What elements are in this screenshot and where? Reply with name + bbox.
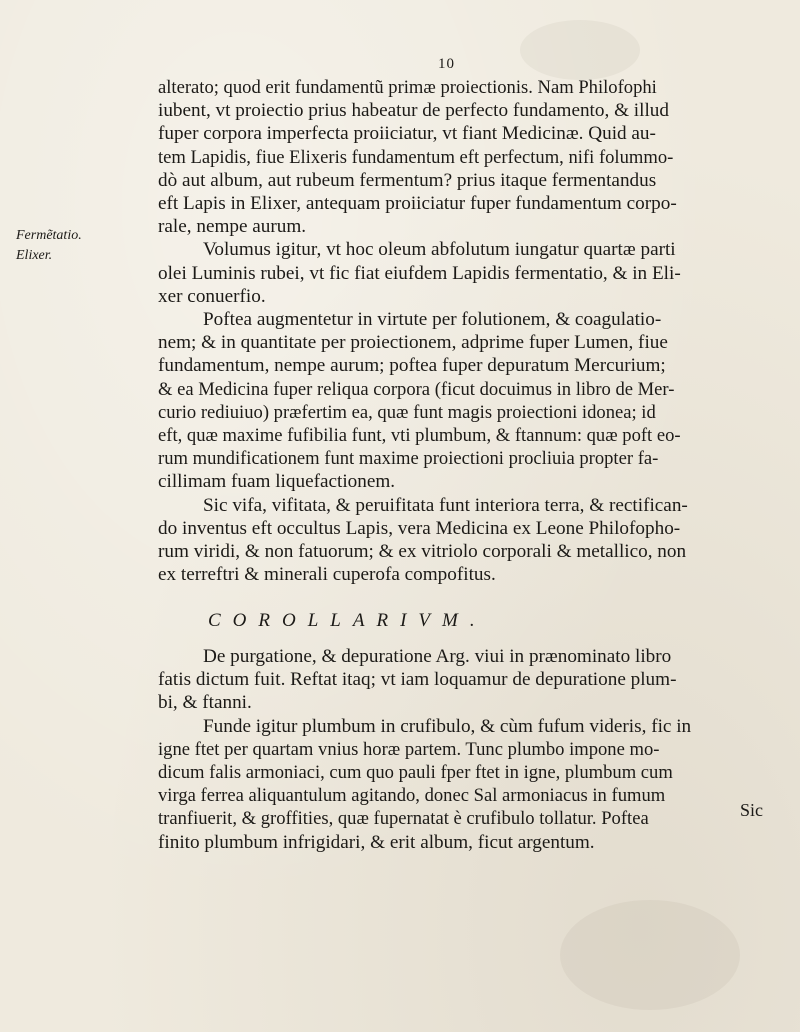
- text-line: fatis dictum fuit. Reftat itaq; vt iam loquamur de depuratione plum-: [158, 669, 677, 691]
- text-line: Poftea augmentetur in virtute per folutionem, & coagulatio-: [203, 309, 662, 331]
- text-line: De purgatione, & depuratione Arg. viui in prænominato libro: [203, 646, 672, 667]
- text-line: finito plumbum infrigidari, & erit album, ficut argentum.: [158, 831, 595, 853]
- text-line: rum mundificationem funt maxime proiectioni procliuia propter fa-: [158, 448, 659, 470]
- body-text-continued: [158, 645, 758, 854]
- text-line: bi, & ftanni.: [158, 692, 252, 714]
- text-line: iubent, vt proiectio prius habeatur de perfecto fundamento, & illud: [158, 100, 669, 122]
- text-line: tranfiuerit, & groffities, quæ fupernatat è crufibulo tollatur. Poftea: [158, 808, 649, 830]
- text-line: rum viridi, & non fatuorum; & ex vitriolo corporali & metallico, non: [158, 541, 687, 563]
- text-line: Volumus igitur, vt hoc oleum abfolutum iungatur quartæ parti: [203, 239, 676, 261]
- text-line: tem Lapidis, fiue Elixeris fundamentum eft perfectum, nifi folummo-: [158, 146, 674, 168]
- text-line: Funde igitur plumbum in crufibulo, & cùm fufum videris, fic in: [203, 715, 692, 737]
- text-line: igne ftet per quartam vnius horæ partem. Tunc plumbo impone mo-: [158, 738, 660, 760]
- text-line: dicum falis armoniaci, cum quo pauli fper ftet in igne, plumbum cum: [158, 762, 673, 784]
- margin-note-line: Fermẽtatio.: [16, 228, 82, 243]
- text-line: eft Lapis in Elixer, antequam proiiciatur fuper fundamentum corpo-: [158, 193, 677, 215]
- text-line: curio rediuiuo) præfertim ea, quæ funt magis proiectioni idonea; id: [158, 401, 656, 423]
- text-line: & ea Medicina fuper reliqua corpora (ficut docuimus in libro de Mer-: [158, 378, 675, 400]
- text-line: virga ferrea aliquantulum agitando, donec Sal armoniacus in fumum: [158, 785, 666, 807]
- section-heading: COROLLARIVM.: [208, 610, 487, 631]
- text-line: olei Luminis rubei, vt fic fiat eiufdem Lapidis fermentatio, & in Eli-: [158, 262, 681, 284]
- text-line: nem; & in quantitate per proiectionem, adprime fuper Lumen, fiue: [158, 332, 668, 354]
- text-line: eft, quæ maxime fufibilia funt, vti plumbum, & ftannum: quæ poft eo-: [158, 425, 681, 447]
- text-line: do inventus eft occultus Lapis, vera Medicina ex Leone Philofopho-: [158, 517, 681, 539]
- text-line: fundamentum, nempe aurum; poftea fuper depuratum Mercurium;: [158, 355, 666, 377]
- page-number: 10: [438, 56, 455, 72]
- text-line: cillimam fuam liquefactionem.: [158, 471, 396, 493]
- margin-note-line: Elixer.: [16, 248, 53, 263]
- text-line: alterato; quod erit fundamentũ primæ proiectionis. Nam Philofophi: [158, 77, 657, 98]
- catchword: Sic: [740, 800, 764, 820]
- paper-stain: [560, 900, 740, 1010]
- paper-stain: [520, 20, 640, 80]
- text-line: ex terreftri & minerali cuperofa compofitus.: [158, 564, 496, 586]
- text-line: Sic vifa, vifitata, & peruifitata funt interiora terra, & rectifican-: [203, 494, 688, 516]
- margin-note: [16, 226, 82, 266]
- text-line: rale, nempe aurum.: [158, 216, 307, 238]
- body-text: [158, 76, 758, 586]
- text-line: dò aut album, aut rubeum fermentum? prius itaque fermentandus: [158, 169, 657, 191]
- text-line: fuper corpora imperfecta proiiciatur, vt fiant Medicinæ. Quid au-: [158, 123, 656, 145]
- text-line: xer conuerfio.: [158, 285, 266, 307]
